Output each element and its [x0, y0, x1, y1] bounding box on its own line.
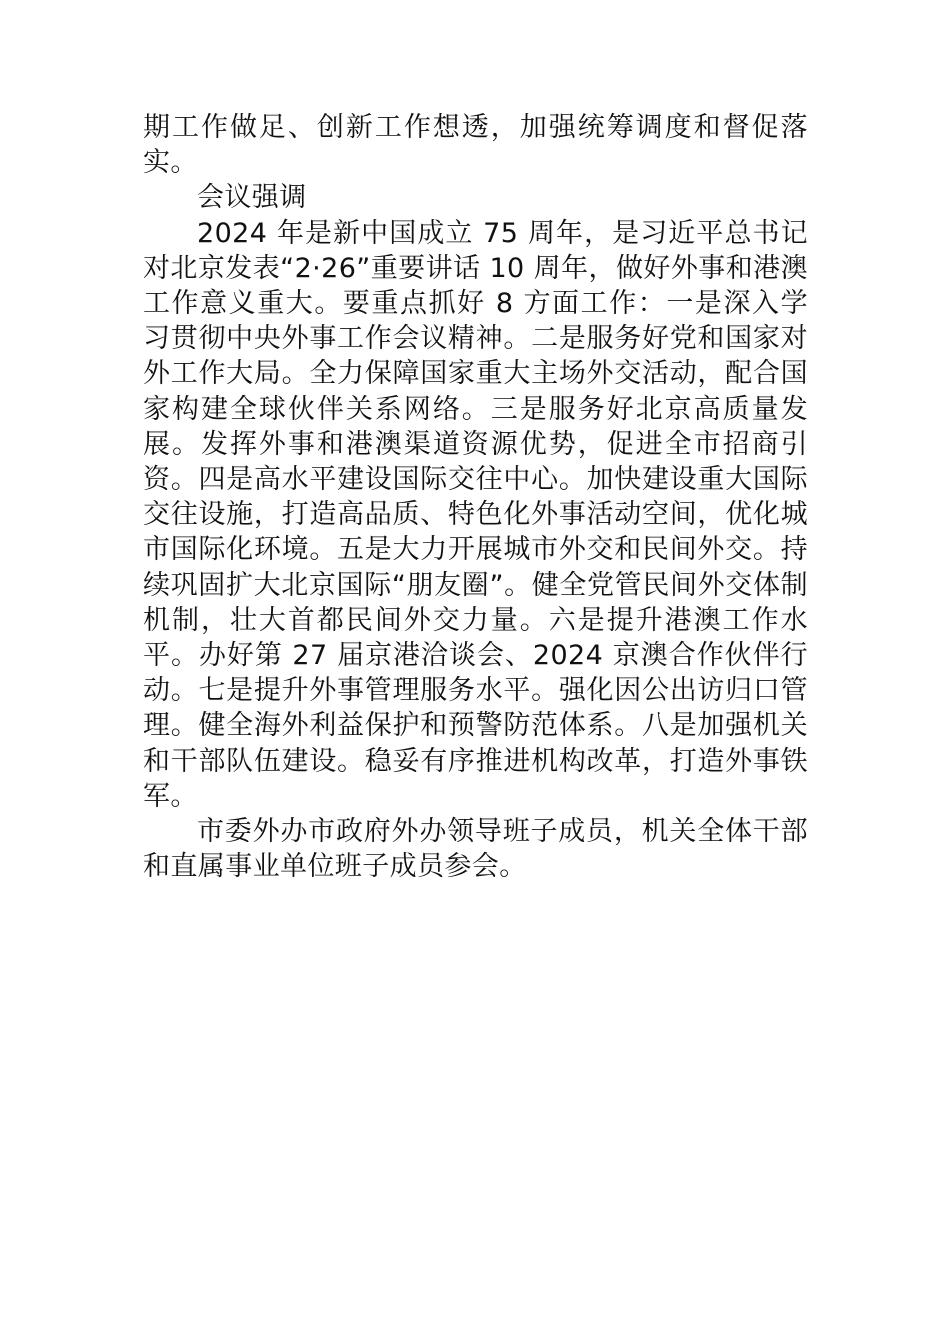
paragraph-closing: 市委外办市政府外办领导班子成员，机关全体干部和直属事业单位班子成员参会。	[143, 816, 808, 883]
document-body	[143, 110, 808, 884]
paragraph-heading: 会议强调	[197, 182, 307, 214]
paragraph-continuation: 期工作做足、创新工作想透，加强统筹调度和督促落实。	[143, 112, 808, 179]
paragraph-main: 2024 年是新中国成立 75 周年，是习近平总书记对北京发表“2·26”重要讲话 10 周年，做好外事和港澳工作意义重大。要重点抓好 8 方面工作：一是深入学习贯彻中央外事工作会议精神。二是服务好党和国家对外工作大局。全力保障国家重大主场外交活动，配合国家构建全球伙伴关系网络。三是服务好北京高质量发展。发挥外事和港澳渠道资源优势，促进全市招商引资。四是高水平建设国际交往中心。加快建设重大国际交往设施，打造高品质、特色化外事活动空间，优化城市国际化环境。五是大力开展城市外交和民间外交。持续巩固扩大北京国际“朋友圈”。健全党管民间外交体制机制，壮大首都民间外交力量。六是提升港澳工作水平。办好第 27 届京港洽谈会、2024 京澳合作伙伴行动。七是提升外事管理服务水平。强化因公出访归口管理。健全海外利益保护和预警防范体系。八是加强机关和干部队伍建设。稳妥有序推进机构改革，打造外事铁军。	[143, 217, 808, 812]
